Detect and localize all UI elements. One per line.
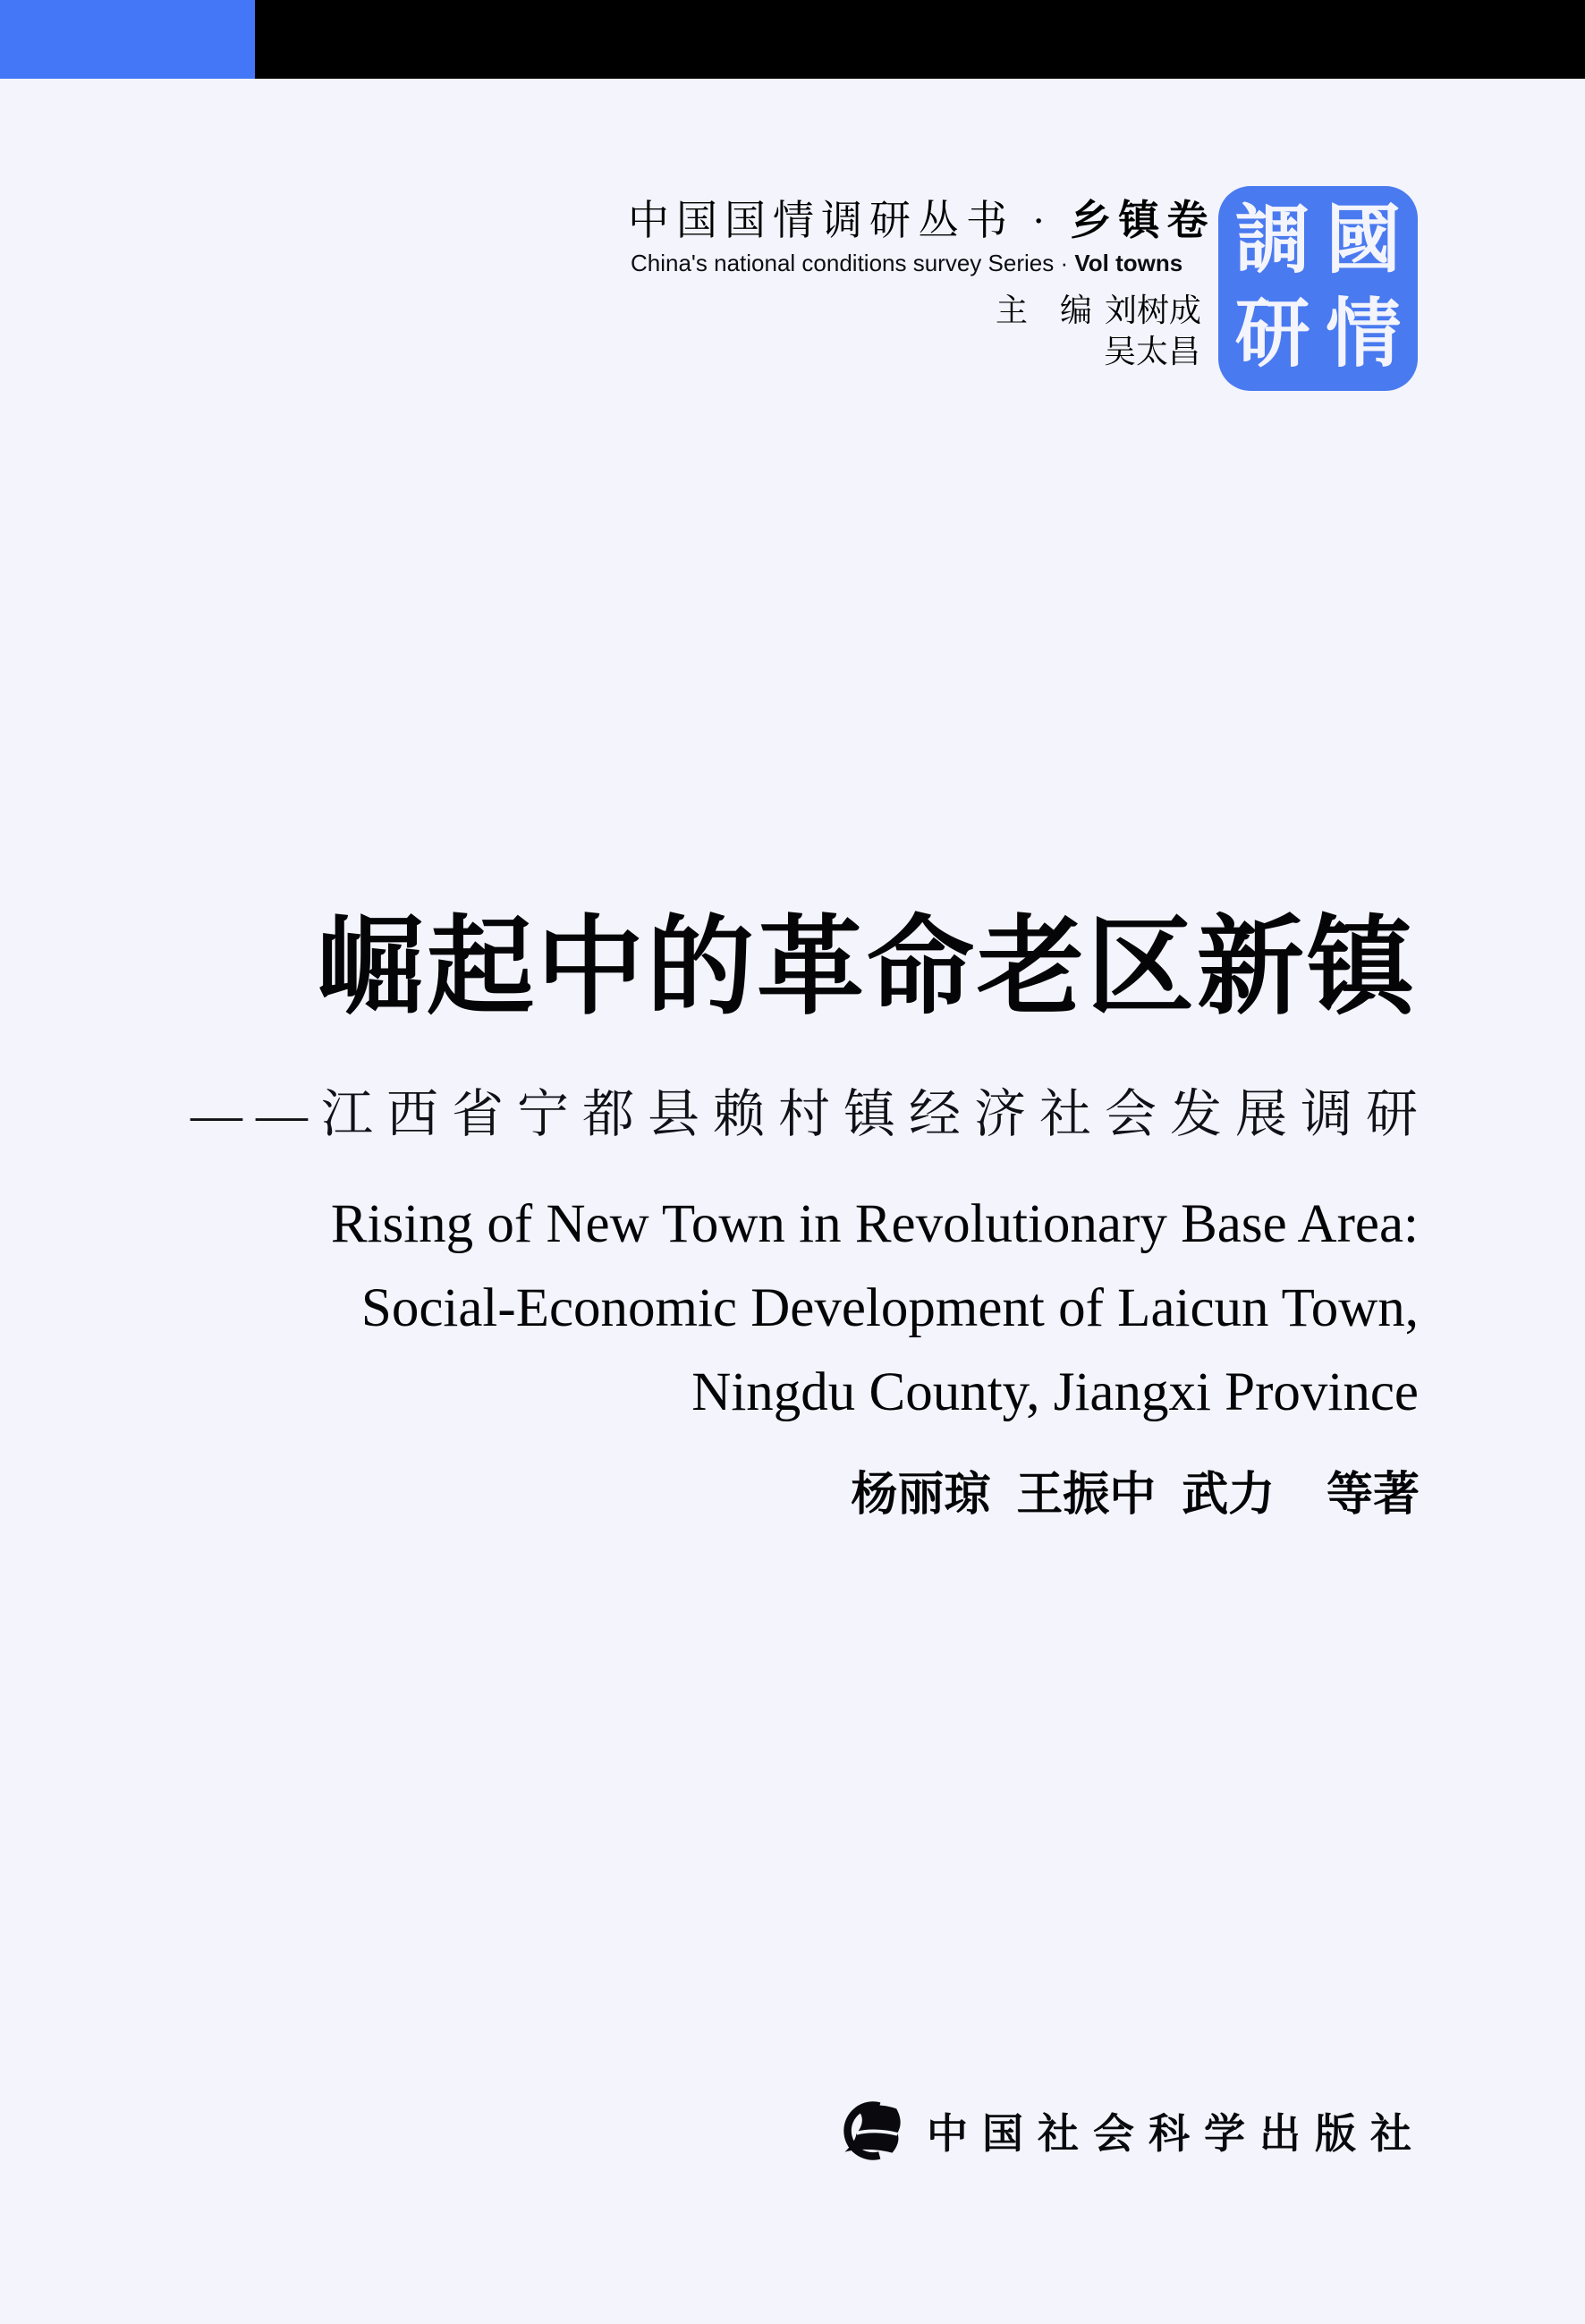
book-english-title [77, 1183, 1419, 1435]
english-title-line-3: Ningdu County, Jiangxi Province [691, 1362, 1419, 1422]
book-main-title: 崛起中的革命老区新镇 [317, 908, 1417, 1027]
book-in-circle-logo [828, 2099, 907, 2163]
book-subtitle: ——江西省宁都县赖村镇经济社会发展调研 [190, 1085, 1431, 1143]
chief-editor-line [996, 292, 1201, 329]
series-volume-en-label: Vol towns [1074, 250, 1183, 276]
editor-name-1: 刘树成 [1104, 293, 1201, 328]
publisher-name: 中国社会科学出版社 [927, 2109, 1426, 2158]
series-title-cn-text: 中国国情调研丛书 [628, 198, 1014, 243]
top-black-bar [255, 0, 1585, 79]
publisher-block [828, 2096, 1426, 2166]
national-conditions-seal [1218, 186, 1418, 391]
seal-char-1: 調 [1234, 199, 1310, 284]
english-title-line-1: Rising of New Town in Revolutionary Base Area: [330, 1194, 1419, 1254]
top-blue-block [0, 0, 255, 79]
editor-name-2: 吴太昌 [1103, 334, 1200, 369]
series-en-separator: · [1054, 250, 1075, 276]
authors-line: 杨丽琼 王振中 武力 等著 [851, 1469, 1420, 1521]
english-title-line-2: Social-Economic Development of Laicun Town, [360, 1278, 1419, 1338]
series-title-cn [628, 197, 1215, 244]
series-volume-label: 乡镇卷 [1070, 197, 1216, 243]
seal-char-4: 情 [1326, 293, 1402, 377]
seal-char-3: 研 [1234, 293, 1310, 377]
series-title-en [631, 250, 1182, 276]
series-separator: · [1014, 198, 1071, 243]
seal-char-2: 國 [1326, 199, 1402, 284]
editor-label: 主 编 [995, 293, 1092, 328]
series-title-en-text: China's national conditions survey Series [631, 250, 1055, 276]
